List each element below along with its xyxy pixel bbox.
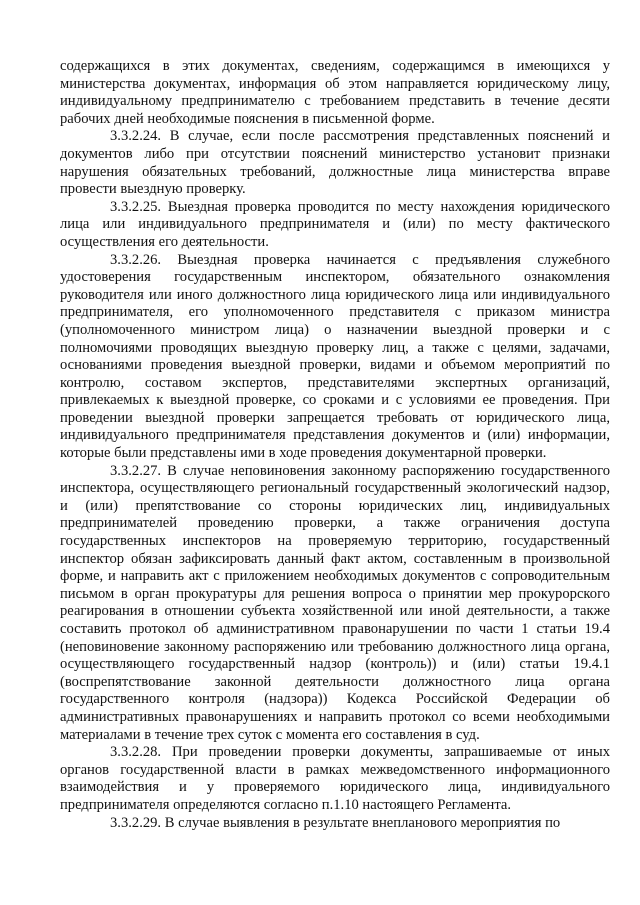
paragraph-3-3-2-27: 3.3.2.27. В случае неповиновения законному распоряжению государственного инспектора, осуществляющего региональный государственный экологический надзор, и (или) препятствование со стороны юридических лиц, индивидуальных предпринимателей проведению проверки, а также ограничения доступа государственных инспекторов на проверяемую территорию, государственный инспектор обязан зафиксировать данный факт актом, составленным в произвольной форме, и направить акт с приложением необходимых документов с сопроводительным письмом в орган прокуратуры для решения вопроса о принятии мер прокурорского реагирования в отношении субъекта хозяйственной или иной деятельности, а также составить протокол об административном правонарушении по части 1 статьи 19.4 (неповиновение законному распоряжению или требованию должностного лица органа, осуществляющего государственный надзор (контроль)) и (или) статьи 19.4.1 (воспрепятствование законной деятельности должностного лица органа государственного контроля (надзора)) Кодекса Российской Федерации об административных правонарушениях и направить протокол со всеми необходимыми материалами в течение трех суток с момента его составления в суд. [60,462,610,743]
paragraph-3-3-2-26: 3.3.2.26. Выездная проверка начинается с предъявления служебного удостоверения государственным инспектором, обязательного ознакомления руководителя или иного должностного лица юридического лица или индивидуального предпринимателя, его уполномоченного представителя с приказом министра (уполномоченного министром лица) о назначении выездной проверки и с полномочиями проводящих выездную проверку лиц, а также с целями, задачами, основаниями проведения выездной проверки, видами и объемом мероприятий по контролю, составом экспертов, представителями экспертных организаций, привлекаемых к выездной проверке, со сроками и с условиями ее проведения. При проведении выездной проверки запрещается требовать от юридического лица, индивидуального предпринимателя представления документов и (или) информации, которые были представлены ими в ходе проведения документарной проверки. [60,251,610,462]
paragraph-continuation: содержащихся в этих документах, сведениям, содержащимся в имеющихся у министерства документах, информация об этом направляется юридическому лицу, индивидуальному предпринимателю с требованием представить в течение десяти рабочих дней необходимые пояснения в письменной форме. [60,58,610,127]
paragraph-3-3-2-29: 3.3.2.29. В случае выявления в результате внепланового мероприятия по [110,814,561,831]
paragraph-3-3-2-24: 3.3.2.24. В случае, если после рассмотрения представленных пояснений и документов либо при отсутствии пояснений министерство установит признаки нарушения обязательных требований, должностные лица министерства вправе провести выездную проверку. [60,128,610,198]
paragraph-3-3-2-28: 3.3.2.28. При проведении проверки документы, запрашиваемые от иных органов государственной власти в рамках межведомственного информационного взаимодействия и у проверяемого юридического лица, индивидуального предпринимателя определяются согласно п.1.10 настоящего Регламента. [60,744,610,813]
paragraph-3-3-2-25: 3.3.2.25. Выездная проверка проводится по месту нахождения юридического лица или индивидуального предпринимателя и (или) по месту фактического осуществления его деятельности. [60,198,610,250]
